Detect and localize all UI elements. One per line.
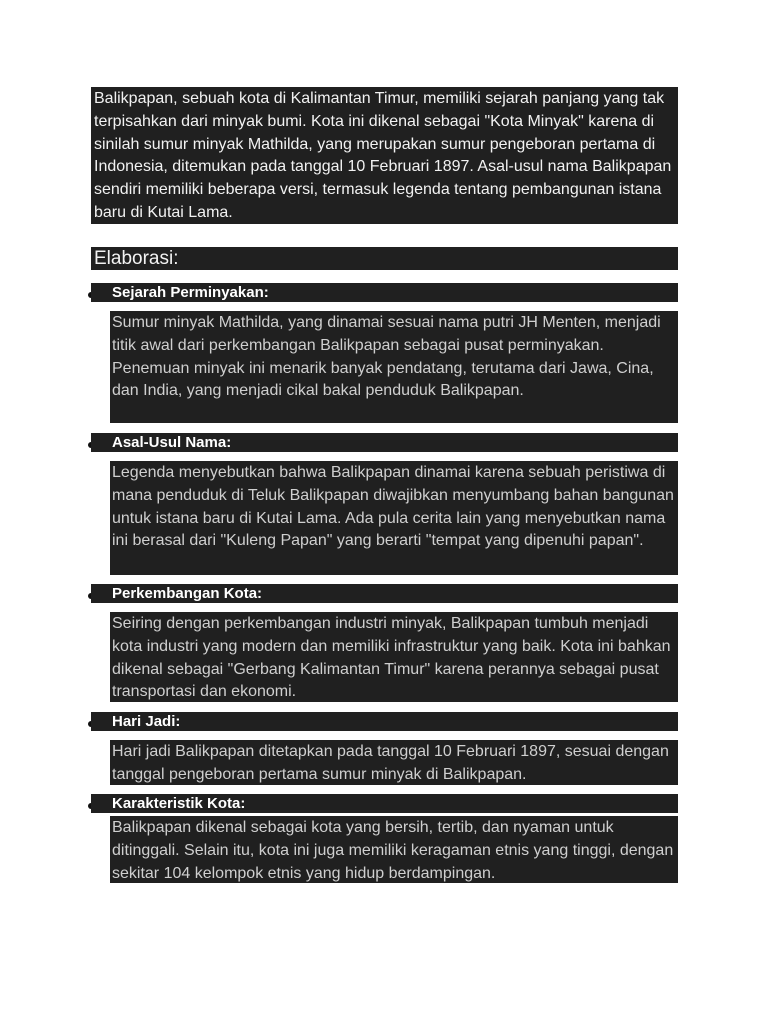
section-heading: Elaborasi: [91,247,678,270]
paragraph-karakteristik: Balikpapan dikenal sebagai kota yang bersih, tertib, dan nyaman untuk ditinggali. Selain itu, kota ini juga memiliki keragaman etnis yang tinggi, dengan sekitar 104 kelompok etnis yang hidup berdampingan. [110,816,678,883]
paragraph-hari-jadi: Hari jadi Balikpapan ditetapkan pada tanggal 10 Februari 1897, sesuai dengan tanggal pengeboran pertama sumur minyak di Balikpapan. [110,740,678,785]
paragraph-perkembangan: Seiring dengan perkembangan industri minyak, Balikpapan tumbuh menjadi kota industri yang modern dan memiliki infrastruktur yang baik. Kota ini bahkan dikenal sebagai "Gerbang Kalimantan Timur" karena perannya sebagai pusat transportasi dan ekonomi. [110,612,678,702]
bullet-title-hari-jadi: Hari Jadi: [91,712,678,731]
bullet-title-perkembangan: Perkembangan Kota: [91,584,678,603]
paragraph-asal-usul: Legenda menyebutkan bahwa Balikpapan dinamai karena sebuah peristiwa di mana penduduk di Teluk Balikpapan diwajibkan menyumbang bahan bangunan untuk istana baru di Kutai Lama. Ada pula cerita lain yang menyebutkan nama ini berasal dari "Kuleng Papan" yang berarti "tempat yang dipenuhi papan". [110,461,678,575]
bullet-title-sejarah: Sejarah Perminyakan: [91,283,678,302]
bullet-title-asal-usul: Asal-Usul Nama: [91,433,678,452]
intro-paragraph: Balikpapan, sebuah kota di Kalimantan Timur, memiliki sejarah panjang yang tak terpisahkan dari minyak bumi. Kota ini dikenal sebagai "Kota Minyak" karena di sinilah sumur minyak Mathilda, yang merupakan sumur pengeboran pertama di Indonesia, ditemukan pada tanggal 10 Februari 1897. Asal-usul nama Balikpapan sendiri memiliki beberapa versi, termasuk legenda tentang pembangunan istana baru di Kutai Lama. [91,87,678,224]
paragraph-sejarah: Sumur minyak Mathilda, yang dinamai sesuai nama putri JH Menten, menjadi titik awal dari perkembangan Balikpapan sebagai pusat perminyakan. Penemuan minyak ini menarik banyak pendatang, terutama dari Jawa, Cina, dan India, yang menjadi cikal bakal penduduk Balikpapan. [110,311,678,423]
bullet-title-karakteristik: Karakteristik Kota: [91,794,678,813]
